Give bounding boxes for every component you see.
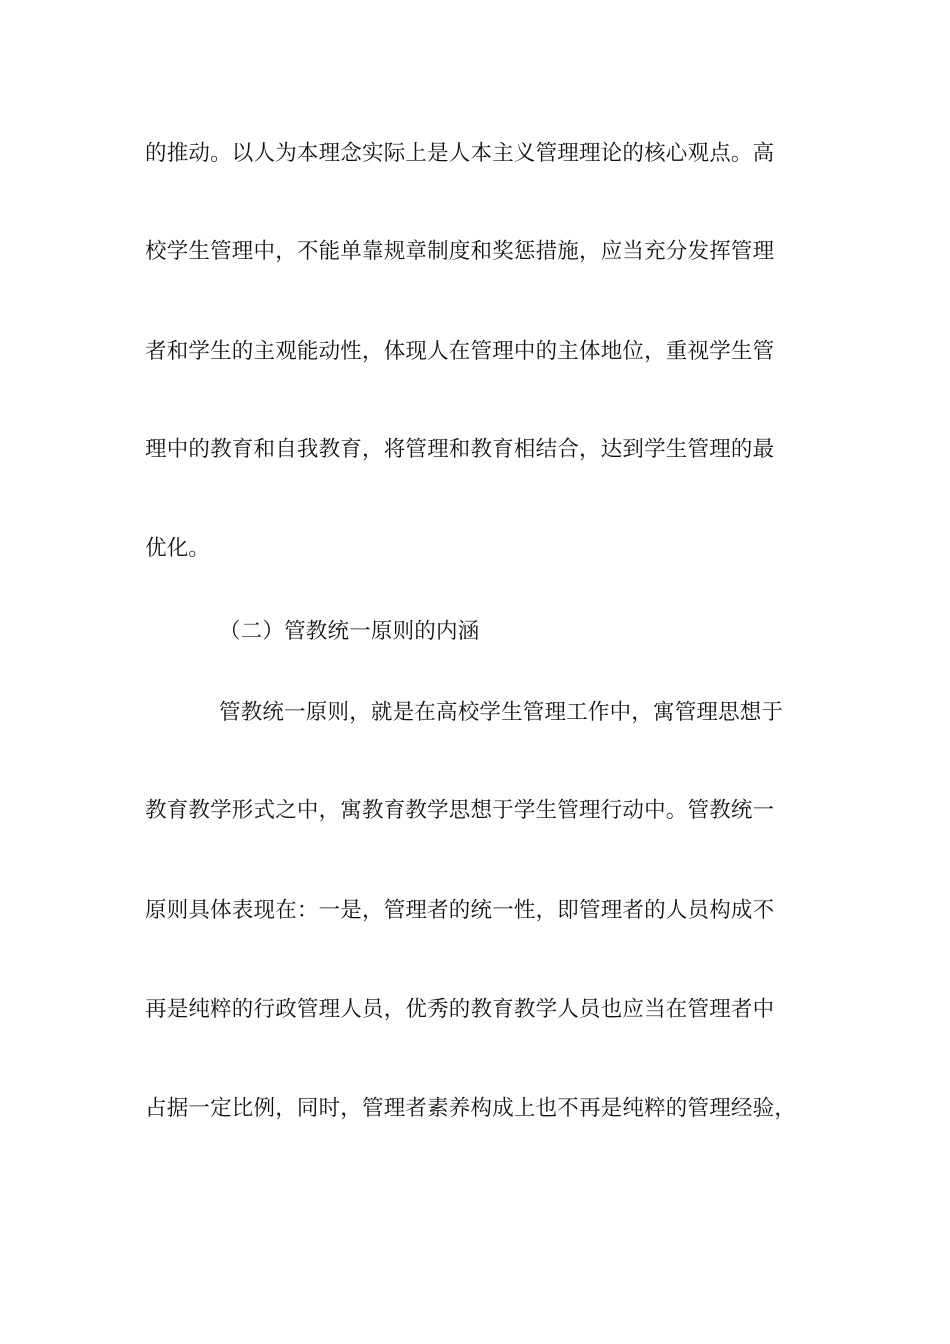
paragraph-1-line-3: 者和学生的主观能动性，体现人在管理中的主体地位，重视学生管 bbox=[145, 339, 775, 364]
paragraph-2-line-5: 占据一定比例，同时，管理者素养构成上也不再是纯粹的管理经验， bbox=[145, 1096, 797, 1121]
section-heading: （二）管教统一原则的内涵 bbox=[219, 619, 480, 644]
paragraph-1-line-1: 的推动。以人为本理念实际上是人本主义管理理论的核心观点。高 bbox=[145, 141, 775, 166]
paragraph-2-line-1: 管教统一原则，就是在高校学生管理工作中，寓管理思想于 bbox=[219, 700, 784, 725]
paragraph-1-line-4: 理中的教育和自我教育，将管理和教育相结合，达到学生管理的最 bbox=[145, 437, 775, 462]
paragraph-2-line-2: 教育教学形式之中，寓教育教学思想于学生管理行动中。管教统一 bbox=[145, 798, 775, 823]
paragraph-1-line-2: 校学生管理中，不能单靠规章制度和奖惩措施，应当充分发挥管理 bbox=[145, 239, 775, 264]
paragraph-1-line-5: 优化。 bbox=[145, 536, 211, 561]
paragraph-2-line-4: 再是纯粹的行政管理人员，优秀的教育教学人员也应当在管理者中 bbox=[145, 997, 775, 1022]
paragraph-2-line-3: 原则具体表现在：一是，管理者的统一性，即管理者的人员构成不 bbox=[145, 898, 775, 923]
